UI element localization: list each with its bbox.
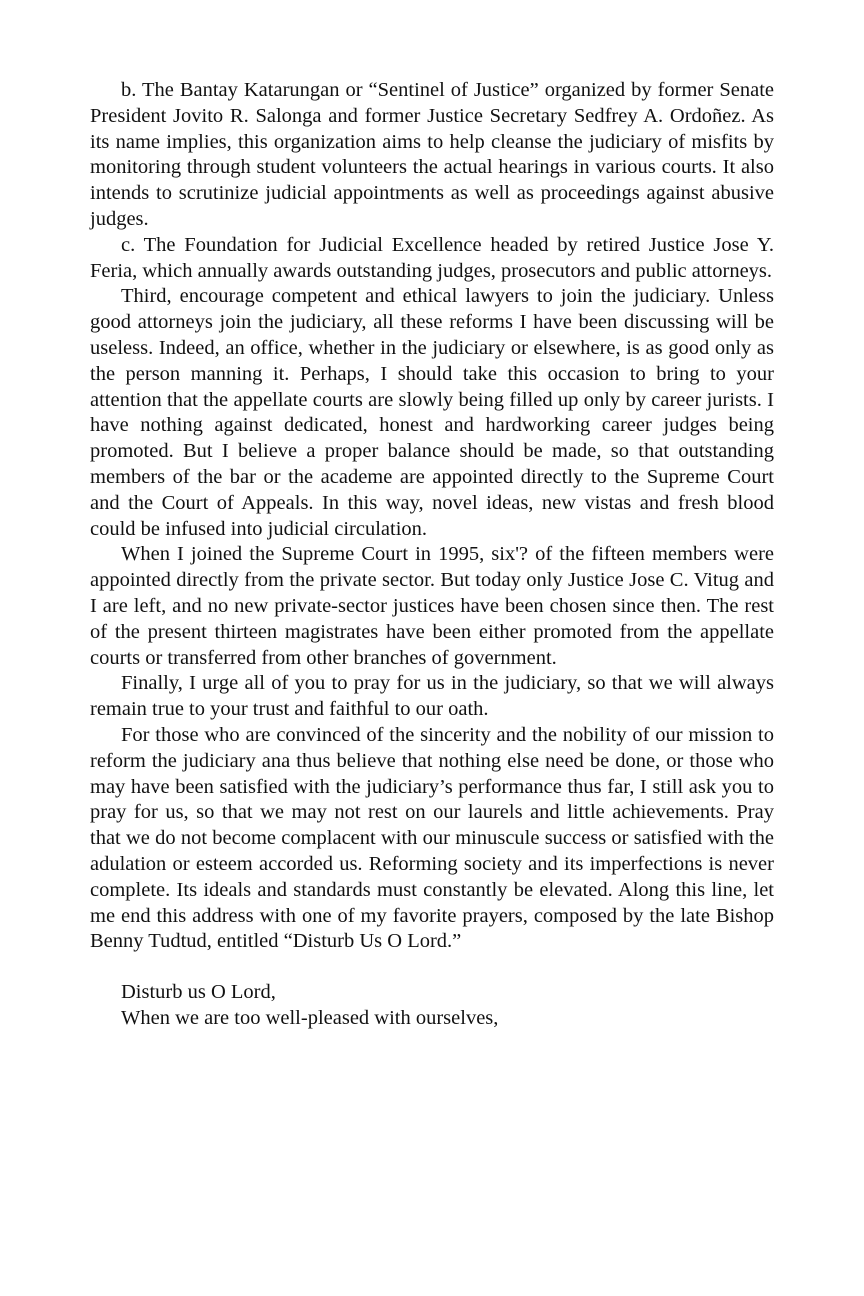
prayer-line: When we are too well-pleased with ourselves, bbox=[121, 1006, 499, 1029]
paragraph-foundation-judicial-excellence: c. The Foundation for Judicial Excellence headed by retired Justice Jose Y. Feria, which annually awards outstanding judges, prosecutors and public attorneys. bbox=[90, 233, 774, 282]
prayer-excerpt bbox=[90, 980, 774, 1032]
prayer-line: Disturb us O Lord, bbox=[121, 981, 276, 1004]
paragraph-third-encourage-lawyers: Third, encourage competent and ethical lawyers to join the judiciary. Unless good attorneys join the judiciary, all these reforms I have been discussing will be useless. Indeed, an office, whether in the judiciary or elsewhere, is as good only as the person manning it. Perhaps, I should take this occasion to bring to your attention that the appellate courts are slowly being filled up only by career jurists. I have nothing against dedicated, honest and hardworking career judges being promoted. But I believe a proper balance should be made, so that outstanding members of the bar or the academe are appointed directly to the Supreme Court and the Court of Appeals. In this way, novel ideas, new vistas and fresh blood could be infused into judicial circulation. bbox=[90, 285, 774, 540]
paragraph-finally-pray: Finally, I urge all of you to pray for us in the judiciary, so that we will always remain true to your trust and faithful to our oath. bbox=[90, 672, 774, 721]
document-page bbox=[90, 78, 774, 1032]
paragraph-supreme-court-1995: When I joined the Supreme Court in 1995, six'? of the fifteen members were appointed directly from the private sector. But today only Justice Jose C. Vitug and I are left, and no new private-sector justices have been chosen since then. The rest of the present thirteen magistrates have been either promoted from the appellate courts or transferred from other branches of government. bbox=[90, 543, 774, 669]
paragraph-for-those-convinced: For those who are convinced of the sincerity and the nobility of our mission to reform the judiciary ana thus believe that nothing else need be done, or those who may have been satisfied with the judiciary’s performance thus far, I still ask you to pray for us, so that we may not rest on our laurels and little achievements. Pray that we do not become complacent with our minuscule success or satisfied with the adulation or esteem accorded us. Reforming society and its imperfections is never complete. Its ideals and standards must constantly be elevated. Along this line, let me end this address with one of my favorite prayers, composed by the late Bishop Benny Tudtud, entitled “Disturb Us O Lord.” bbox=[90, 723, 774, 953]
paragraph-bantay-katarungan: b. The Bantay Katarungan or “Sentinel of Justice” organized by former Senate President Jovito R. Salonga and former Justice Secretary Sedfrey A. Ordoñez. As its name implies, this organization aims to help cleanse the judiciary of misfits by monitoring through student volunteers the actual hearings in various courts. It also intends to scrutinize judicial appointments as well as proceedings against abusive judges. bbox=[90, 79, 774, 230]
